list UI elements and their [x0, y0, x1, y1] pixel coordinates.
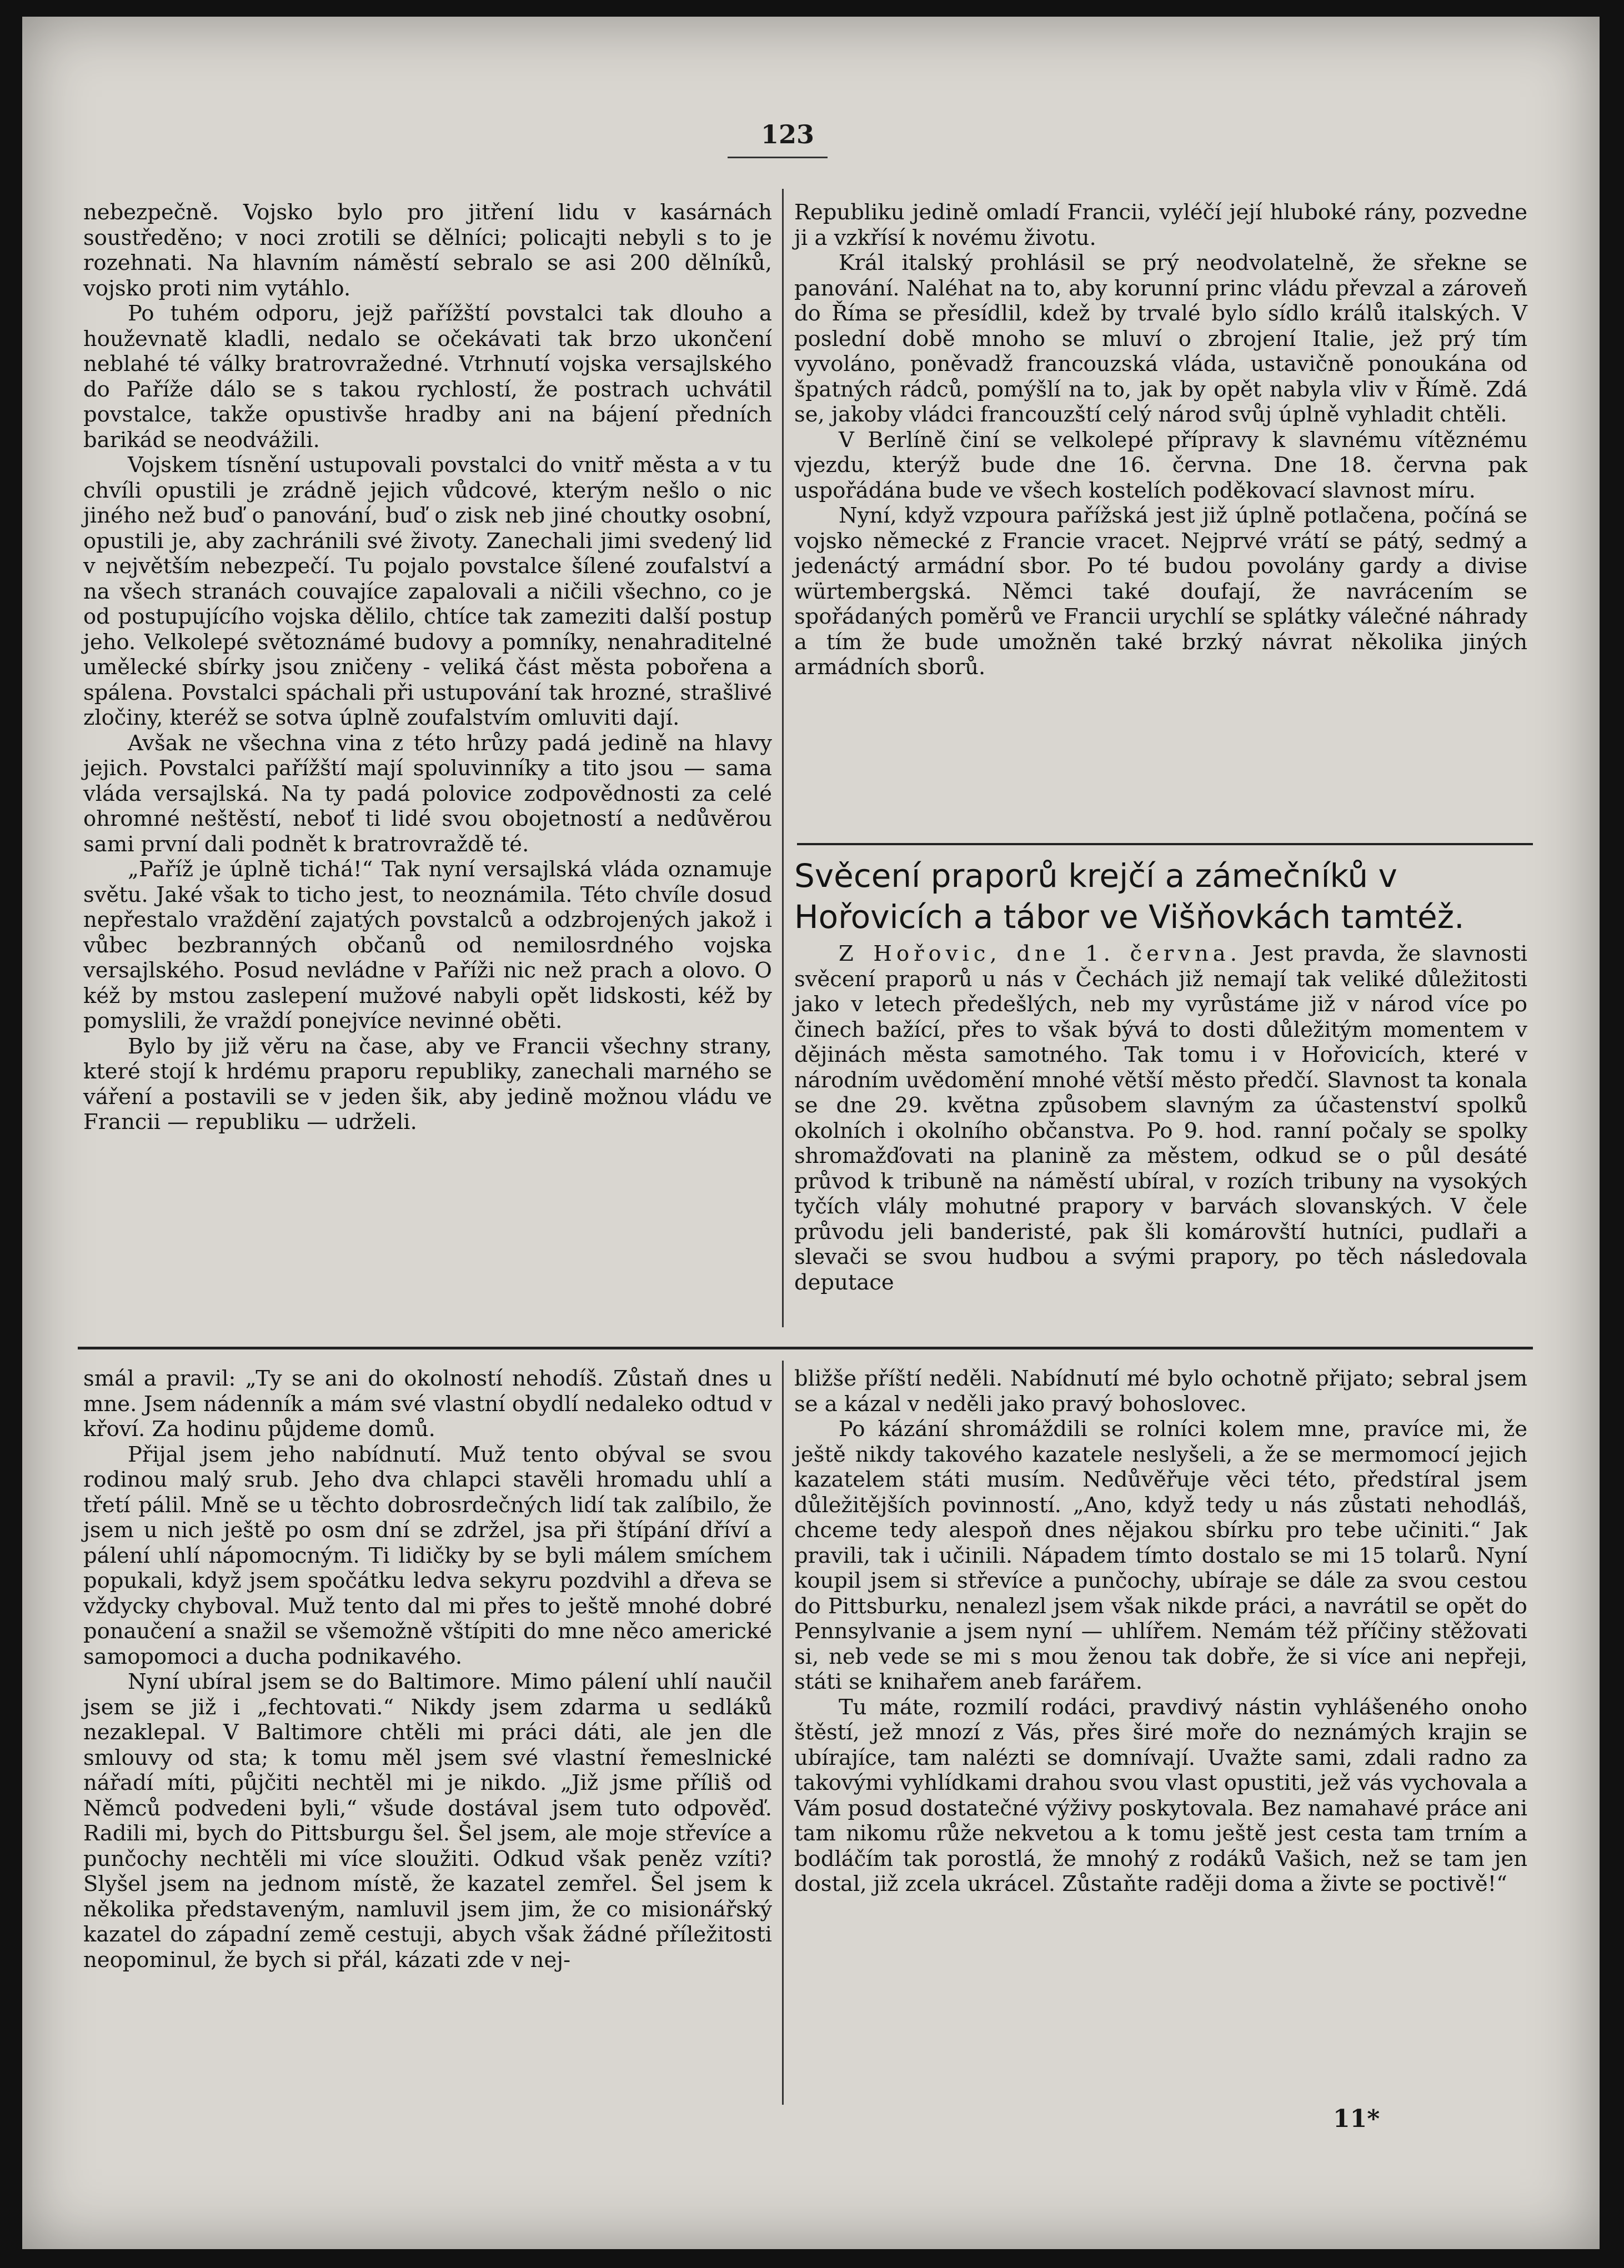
article-title: Svěcení praporů krejčí a zámečníků v Hořovicích a tábor ve Višňovkách tamtéž. — [794, 857, 1465, 936]
paragraph: V Berlíně činí se velkolepé přípravy k slavnému vítěznému vjezdu, kterýž bude dne 16. června. Dne 18. června pak uspořádána bude ve všech kostelích poděkovací slavnost míru. — [794, 427, 1527, 503]
paragraph: smál a pravil: „Ty se ani do okolností nehodíš. Zůstaň dnes u mne. Jsem nádenník a mám své vlastní obydlí nedaleko odtud v křoví. Za hodinu půjdeme domů. — [83, 1366, 772, 1442]
signature-mark: 11* — [1333, 2105, 1380, 2133]
paragraph: Král italský prohlásil se prý neodvolatelně, že sřekne se panování. Naléhat na to, aby korunní princ vládu převzal a zároveň do Říma se přesídlil, kdež by trvalé bylo sídlo králů italských. V poslední době mnoho se mluví o zbrojení Italie, jež prý tím vyvoláno, poněvadž francouzská vláda, ustavičně ponoukána od špatných rádců, pomýšlí na to, jak by opět nabyla vliv v Římě. Zdá se, jakoby vládci francouzští celý národ svůj úplně vyhladit chtěli. — [794, 250, 1527, 427]
page-divider — [78, 1347, 1533, 1349]
paragraph: Po kázání shromáždili se rolníci kolem mne, pravíce mi, že ještě nikdy takového kazatele neslyšeli, a že se mermomocí jejich kazatelem státi musím. Nedůvěřuje věci této, předstíral jsem důležitějších povinností. „Ano, když tedy u nás zůstati nehodláš, chceme tedy alespoň dnes nějakou sbírku pro tebe učiniti.“ Jak pravili, tak i učinili. Nápadem tímto dostalo se mi 15 tolarů. Nyní koupil jsem si střevíce a punčochy, ubíraje se dále za svou cestou do Pittsburku, nenalezl jsem však nikde práci, a navrátil se opět do Pennsylvanie a jsem nyní — uhlířem. Nemám též příčiny stěžovati si, neb vede se mi s mou ženou tak dobře, že si více ani nepřeji, státi se knihařem aneb farářem. — [794, 1417, 1527, 1694]
paragraph: Nyní ubíral jsem se do Baltimore. Mimo pálení uhlí naučil jsem se již i „fechtovati.“ Nikdy jsem zdarma u sedláků nezaklepal. V Baltimore chtěli mi práci dáti, ale jen dle smlouvy od sta; k tomu měl jsem své vlastní řemeslnické nářadí míti, půjčiti nechtěl mi je nikdo. „Již jsme příliš od Němců podvedeni byli,“ všude dostával jsem tuto odpověď. Radili mi, bych do Pittsburgu šel. Šel jsem, ale moje střevíce a punčochy nechtěli mi více sloužiti. Odkud však peněz vzíti? Slyšel jsem na jednom místě, že kazatel zemřel. Šel jsem k několika představeným, namluvil jsem jim, že co misionářský kazatel do západní země cestuji, abych však žádné příležitosti neopominul, že bych si přál, kázati zde v nej- — [83, 1669, 772, 1973]
bottom-right-column — [794, 1366, 1527, 1897]
page-number-rule — [728, 157, 828, 158]
paragraph: Republiku jedině omladí Francii, vyléčí její hluboké rány, pozvedne ji a vzkřísí k novému životu. — [794, 200, 1527, 250]
paragraph: „Paříž je úplně tichá!“ Tak nyní versajlská vláda oznamuje světu. Jaké však to ticho jest, to neoznámila. Této chvíle dosud nepřestalo vraždění zajatých povstalců a odzbrojených jakož i vůbec bezbranných občanů od nemilosrdného vojska versajlského. Posud nevládne v Paříži nic než prach a olovo. O kéž by mstou zaslepení mužové nabyli opět lidskosti, kéž by pomyslili, že vraždí ponejvíce nevinné oběti. — [83, 857, 772, 1033]
paragraph: Avšak ne všechna vina z této hrůzy padá jedině na hlavy jejich. Povstalci pařížští mají spoluvinníky a tito jsou — sama vláda versajlská. Na ty padá polovice zodpovědnosti za celé ohromné neštěstí, neboť ti lidé svou obojetností a nedůvěrou sami první dali podnět k bratrovraždě té. — [83, 730, 772, 857]
top-left-column — [83, 200, 772, 1135]
paragraph: Přijal jsem jeho nabídnutí. Muž tento obýval se svou rodinou malý srub. Jeho dva chlapci stavěli hromadu uhlí a třetí pálil. Mně se u těchto dobrosrdečných lidí tak zalíbilo, že jsem u nich ještě po osm dní se zdržel, jsa při štípání dříví a pálení uhlí nápomocným. Ti lidičky by se byli málem smíchem popukali, když jsem spočátku ledva sekyru pozdvihl a dřeva se vždycky chyboval. Muž tento dal mi přes to ještě mnohé dobré ponaučení a snažil se všemožně vštípiti do mne něco americké samopomoci a ducha podnikavého. — [83, 1442, 772, 1669]
newspaper-page — [22, 17, 1600, 2249]
paragraph: Po tuhém odporu, jejž pařížští povstalci tak dlouho a houževnatě kladli, nedalo se očekávati tak brzo ukončení neblahé té války bratrovražedné. Vtrhnutí vojska versajlského do Paříže dálo se s takou rychlostí, že postrach uchvátil povstalce, takže opustivše hradby ani na bájení předních barikád se neodvážili. — [83, 301, 772, 453]
article-paragraph — [794, 941, 1527, 1295]
section-rule — [797, 843, 1533, 845]
article-column — [794, 941, 1527, 1295]
paragraph: Nyní, když vzpoura pařížská jest již úplně potlačena, počíná se vojsko německé z Francie vracet. Nejprvé vrátí se pátý, sedmý a jedenáctý armádní sbor. Po té budou povolány gardy a divise würtembergská. Němci také doufají, že navrácením se spořádaných poměrů ve Francii urychlí se splátky válečné náhrady a tím že bude umožněn také brzký návrat několika jiných armádních sborů. — [794, 503, 1527, 680]
column-divider — [782, 1361, 784, 2105]
article-lead: Z Hořovic, dne 1. června. — [839, 941, 1241, 966]
page-number: 123 — [761, 119, 815, 149]
paragraph: Tu máte, rozmilí rodáci, pravdivý nástin vyhlášeného onoho štěstí, jež mnozí z Vás, přes širé moře do neznámých krajin se ubírajíce, tam nalézti se domnívají. Uvažte sami, zdali radno za takovými vyhlídkami drahou svou vlast opustiti, jež vás vychovala a Vám posud dostatečné výživy poskytovala. Bez namahavé práce ani tam nikomu růže nekvetou a k tomu ještě jest cesta tam trním a bodláčím tak porostlá, že mnohý z rodáků Vašich, než se tam jen dostal, již zcela ukrácel. Zůstaňte raději doma a živte se poctivě!“ — [794, 1694, 1527, 1896]
paragraph: bližše příští neděli. Nabídnutí mé bylo ochotně přijato; sebral jsem se a kázal v neděli jako pravý bohoslovec. — [794, 1366, 1527, 1417]
top-right-column — [794, 200, 1527, 680]
paragraph: nebezpečně. Vojsko bylo pro jitření lidu v kasárnách soustředěno; v noci zrotili se dělníci; policajti nebyli s to je rozehnati. Na hlavním náměstí sebralo se asi 200 dělníků, vojsko proti nim vytáhlo. — [83, 200, 772, 301]
column-divider — [782, 189, 784, 1327]
paragraph: Bylo by již věru na čase, aby ve Francii všechny strany, které stojí k hrdému praporu republiky, zanechali marného se váření a postavili se v jeden šik, aby jedině možnou vládu ve Francii — republiku — udrželi. — [83, 1033, 772, 1135]
paragraph: Vojskem tísnění ustupovali povstalci do vnitř města a v tu chvíli opustili je zrádně jejich vůdcové, kterým nešlo o nic jiného než buď o panování, buď o zisk neb jiné choutky osobní, opustili je, aby zachránili své životy. Zanechali jimi svedený lid v největším nebezpečí. Tu pojalo povstalce šílené zoufalství a na všech stranách couvajíce zapalovali a ničili všechno, co je od postupujícího vojska dělilo, chtíce tak zameziti další postup jeho. Velkolepé světoznámé budovy a pomníky, nenahraditelné umělecké sbírky jsou zničeny - veliká část města pobořena a spálena. Povstalci spáchali při ustupování tak hrozné, strašlivé zločiny, kteréž se sotva úplně zoufalstvím omluviti dají. — [83, 453, 772, 730]
bottom-left-column — [83, 1366, 772, 1973]
article-body: Jest pravda, že slavnosti svěcení praporů u nás v Čechách již nemají tak veliké důležitosti jako v letech předešlých, neb my vyrůstáme již v národ více po činech bažící, přes to však bývá to dosti důležitým momentem v dějinách města samotného. Tak tomu i v Hořovicích, které v národním uvědomění mnohé větší město předčí. Slavnost ta konala se dne 29. května způsobem slavným za účastenství spolků okolních i okolního občanstva. Po 9. hod. ranní počaly se spolky shromažďovati na planině za městem, odkud se o půl desáté průvod k tribuně na náměstí ubíral, v rozích tribuny na vysokých tyčích vlály mohutné prapory v barvách slovanských. V čele průvodu jeli banderisté, pak šli komárovští hutníci, pudlaři a slevači se svou hudbou a svými prapory, po těch následovala deputace — [794, 941, 1527, 1295]
